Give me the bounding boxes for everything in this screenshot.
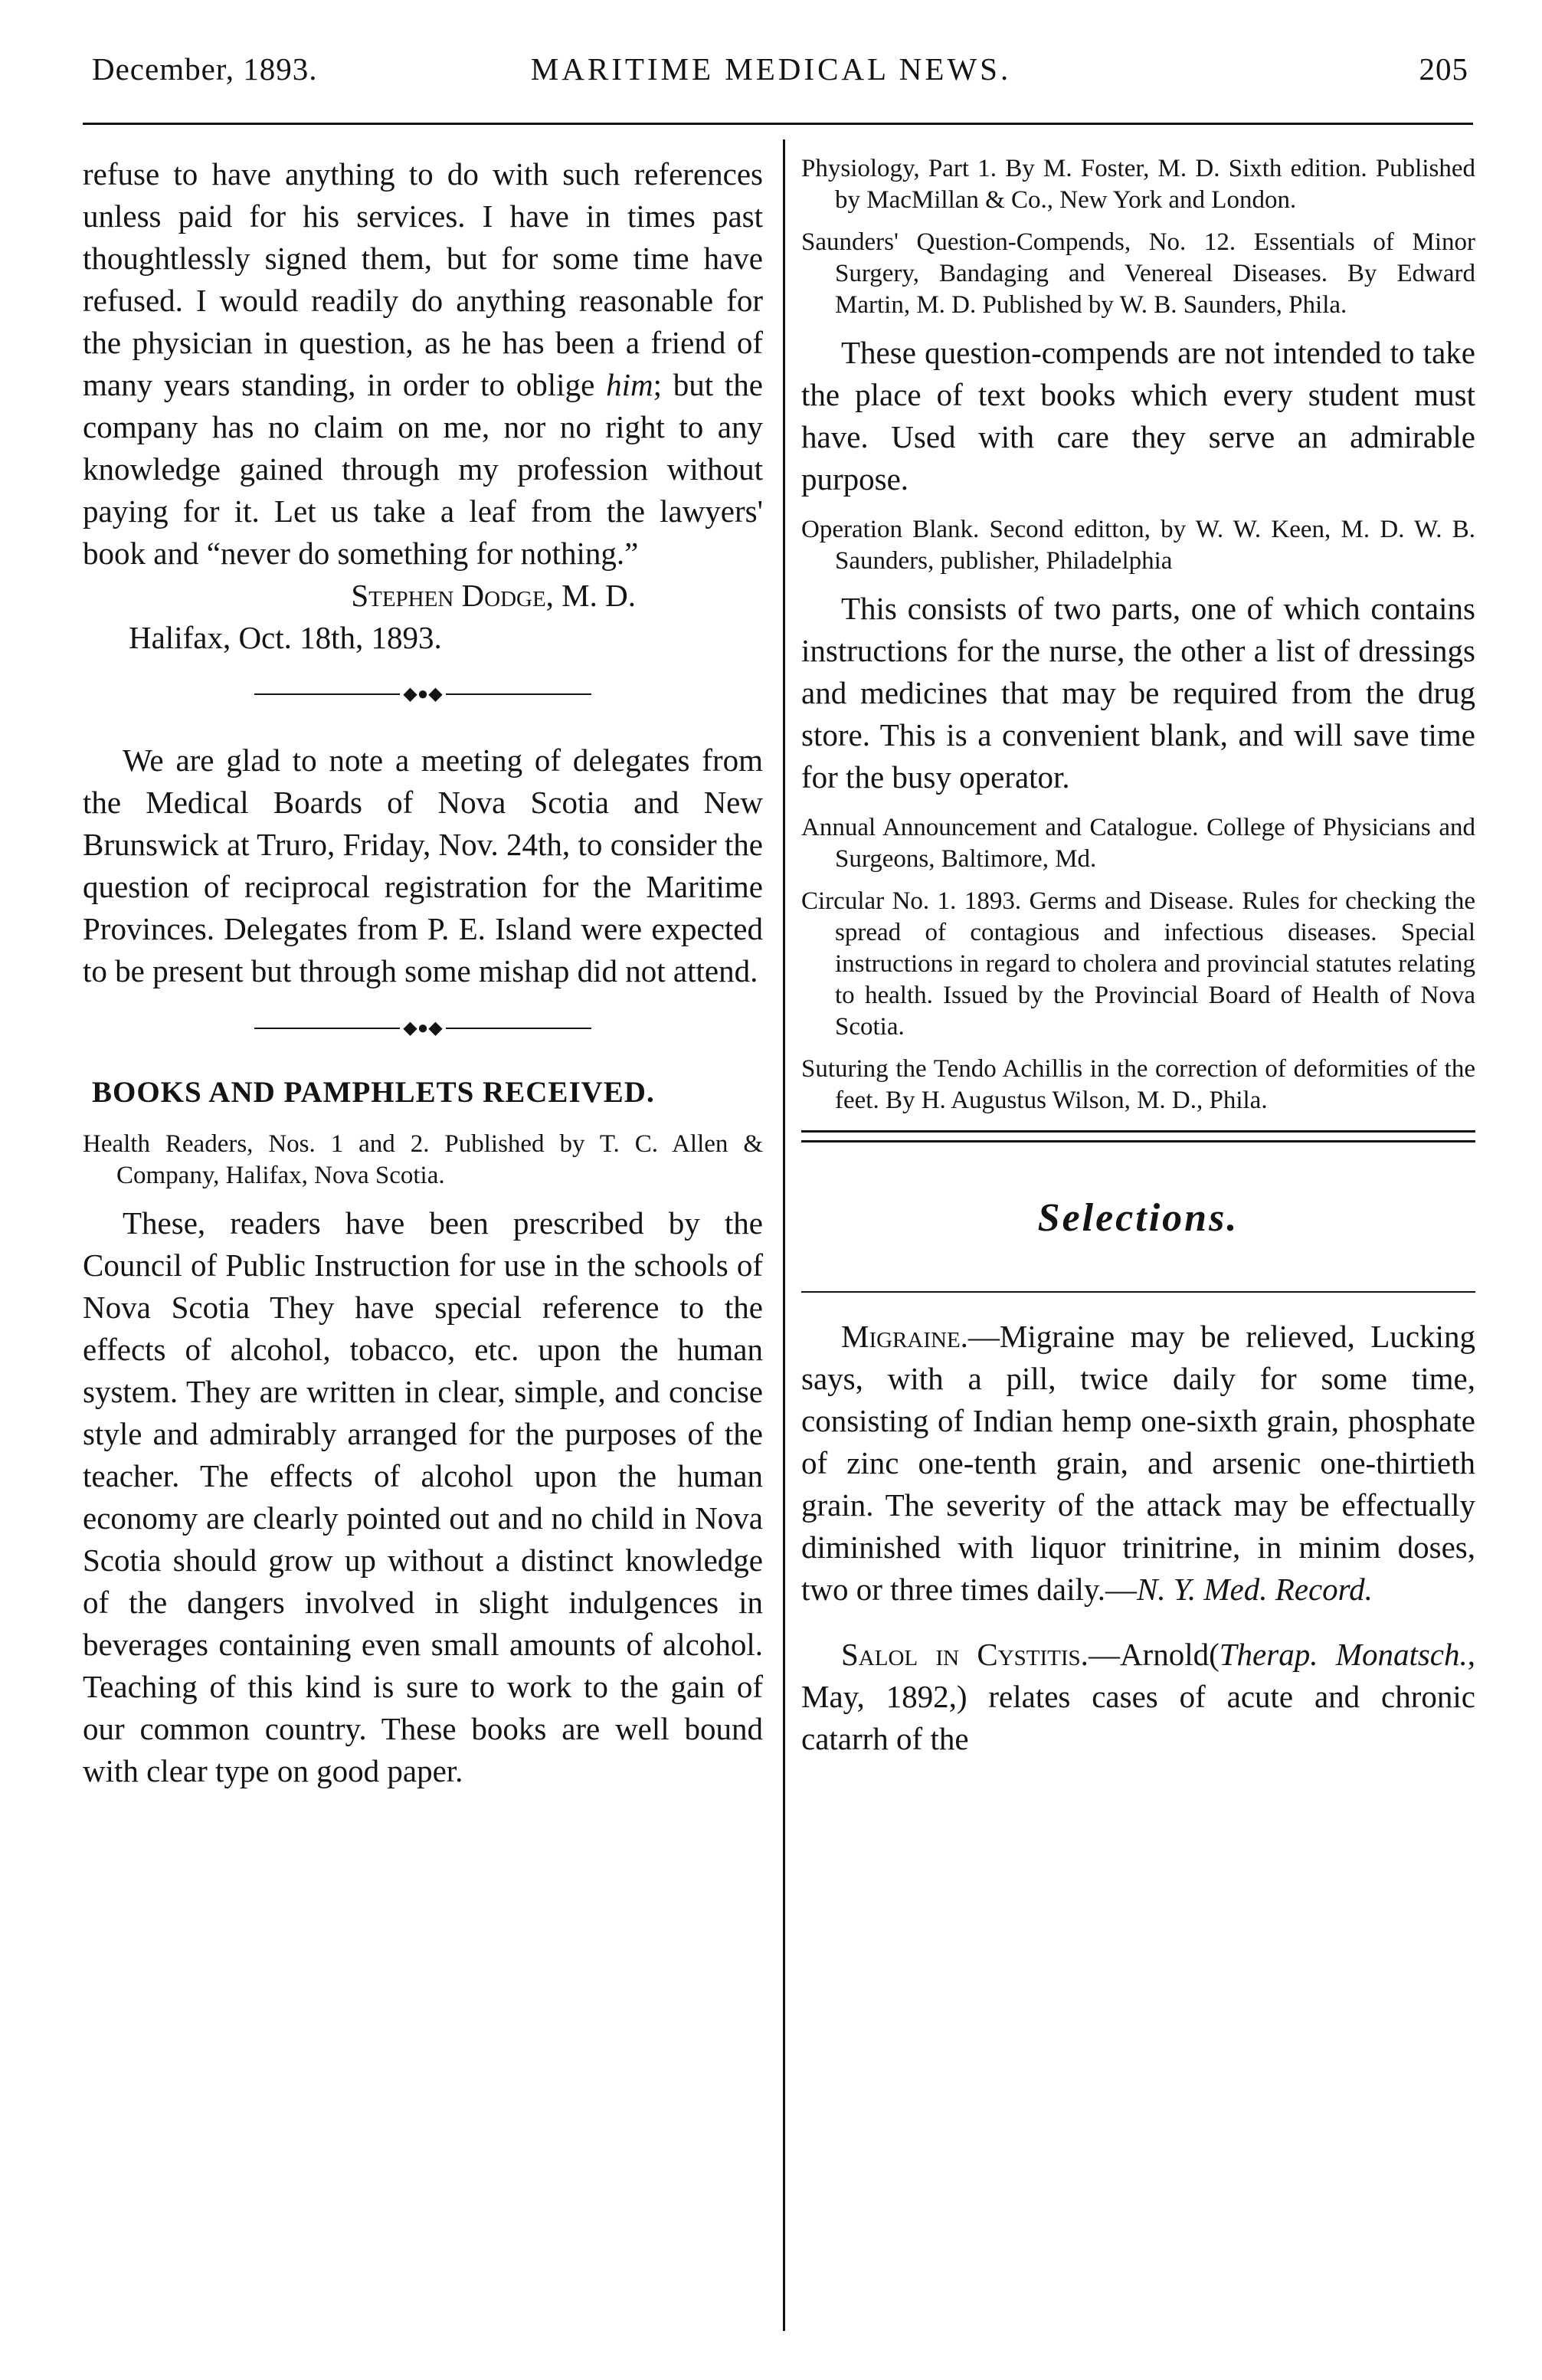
book-entry-physiology: Physiology, Part 1. By M. Foster, M. D. Sixth edition. Published by MacMillan & Co., New York and London. [801,155,1475,214]
selections-heading: Selections. [1037,1196,1239,1240]
book-review-saunders: These question-compends are not intended to take the place of text books which every student must have. Used with care they serve an admirable purpose. [801,335,1475,497]
right-column [801,153,1475,1760]
divider-ornament: ◆●◆ [83,682,763,706]
salol-paragraph: Salol in Cystitis.—Arnold(Therap. Monatsch., May, 1892,) relates cases of acute and chronic catarrh of the [801,1637,1475,1756]
book-entry-annual-announcement: Annual Announcement and Catalogue. College of Physicians and Surgeons, Baltimore, Md. [801,814,1475,873]
migraine-source: N. Y. Med. Record. [1137,1572,1373,1607]
migraine-title: Migraine. [841,1319,968,1354]
book-entry-operation-blank: Operation Blank. Second editton, by W. W. Keen, M. D. W. B. Saunders, publisher, Philadelphia [801,516,1475,575]
book-entry-saunders: Saunders' Question-Compends, No. 12. Essentials of Minor Surgery, Bandaging and Venereal Diseases. By Edward Martin, M. D. Published by W. B. Saunders, Phila. [801,228,1475,319]
section-double-rule [801,1130,1475,1142]
section-rule [801,1291,1475,1293]
letter-dateline: Halifax, Oct. 18th, 1893. [129,620,442,655]
book-review-operation-blank: This consists of two parts, one of which contains instructions for the nurse, the other a list of dressings and medicines that may be required from the drug store. This is a convenient blank, and will save time for the busy operator. [801,591,1475,795]
books-heading: BOOKS AND PAMPHLETS RECEIVED. [92,1075,655,1109]
book-review-health-readers: These, readers have been prescribed by the Council of Public Instruction for use in the schools of Nova Scotia They have special reference to the effects of alcohol, tobacco, etc. upon the human system. They are written in clear, simple, and concise style and admirably arranged for the purposes of the teacher. The effects of alcohol upon the human economy are clearly pointed out and no child in Nova Scotia should grow up without a distinct knowledge of the dangers involved in slight indulgences in beverages containing even small amounts of alcohol. Teaching of this kind is sure to work to the gain of our common country. These books are well bound with clear type on good paper. [83,1205,763,1788]
header-rule [83,123,1473,125]
salol-source: Therap. Monatsch. [1219,1637,1468,1672]
header-date: December, 1893. [92,51,318,87]
salol-title: Salol in Cystitis. [841,1637,1089,1672]
journal-title: MARITIME MEDICAL NEWS. [530,51,1012,87]
letter-signature: Stephen Dodge, M. D. [351,578,636,613]
letter-paragraph: refuse to have anything to do with such references unless paid for his services. I have in times past thoughtlessly signed them, but for some time have refused. I would readily do anything reasonable for the physician in question, as he has been a friend of many years standing, in order to oblige him; but the company has no claim on me, nor no right to any knowledge gained through my profession without paying for it. Let us take a leaf from the lawyers' book and “never do something for nothing.” [83,156,764,571]
book-entry-health-readers: Health Readers, Nos. 1 and 2. Published by T. C. Allen & Company, Halifax, Nova Scotia. [83,1129,763,1189]
book-entry-circular: Circular No. 1. 1893. Germs and Disease. Rules for checking the spread of contagious and infectious diseases. Special instructions in regard to cholera and provincial statutes relating to health. Issued by the Provincial Board of Health of Nova Scotia. [801,887,1475,1041]
meeting-paragraph: We are glad to note a meeting of delegates from the Medical Boards of Nova Scotia and New Brunswick at Truro, Friday, Nov. 24th, to consider the question of reciprocal registration for the Maritime Provinces. Delegates from P. E. Island were expected to be present but through some mishap did not attend. [83,743,763,989]
migraine-paragraph: Migraine.—Migraine may be relieved, Lucking says, with a pill, twice daily for some time, consisting of Indian hemp one-sixth grain, phosphate of zinc one-tenth grain, and arsenic one-thirtieth grain. The severity of the attack may be effectually diminished with liquor trinitrine, in minim doses, two or three times daily.—N. Y. Med. Record. [801,1319,1475,1607]
page-number: 205 [1419,51,1468,87]
divider-ornament: ◆●◆ [83,1015,763,1039]
column-divider [783,139,785,2331]
book-entry-suturing: Suturing the Tendo Achillis in the correction of deformities of the feet. By H. Augustus Wilson, M. D., Phila. [801,1055,1475,1114]
left-column [83,153,763,1792]
